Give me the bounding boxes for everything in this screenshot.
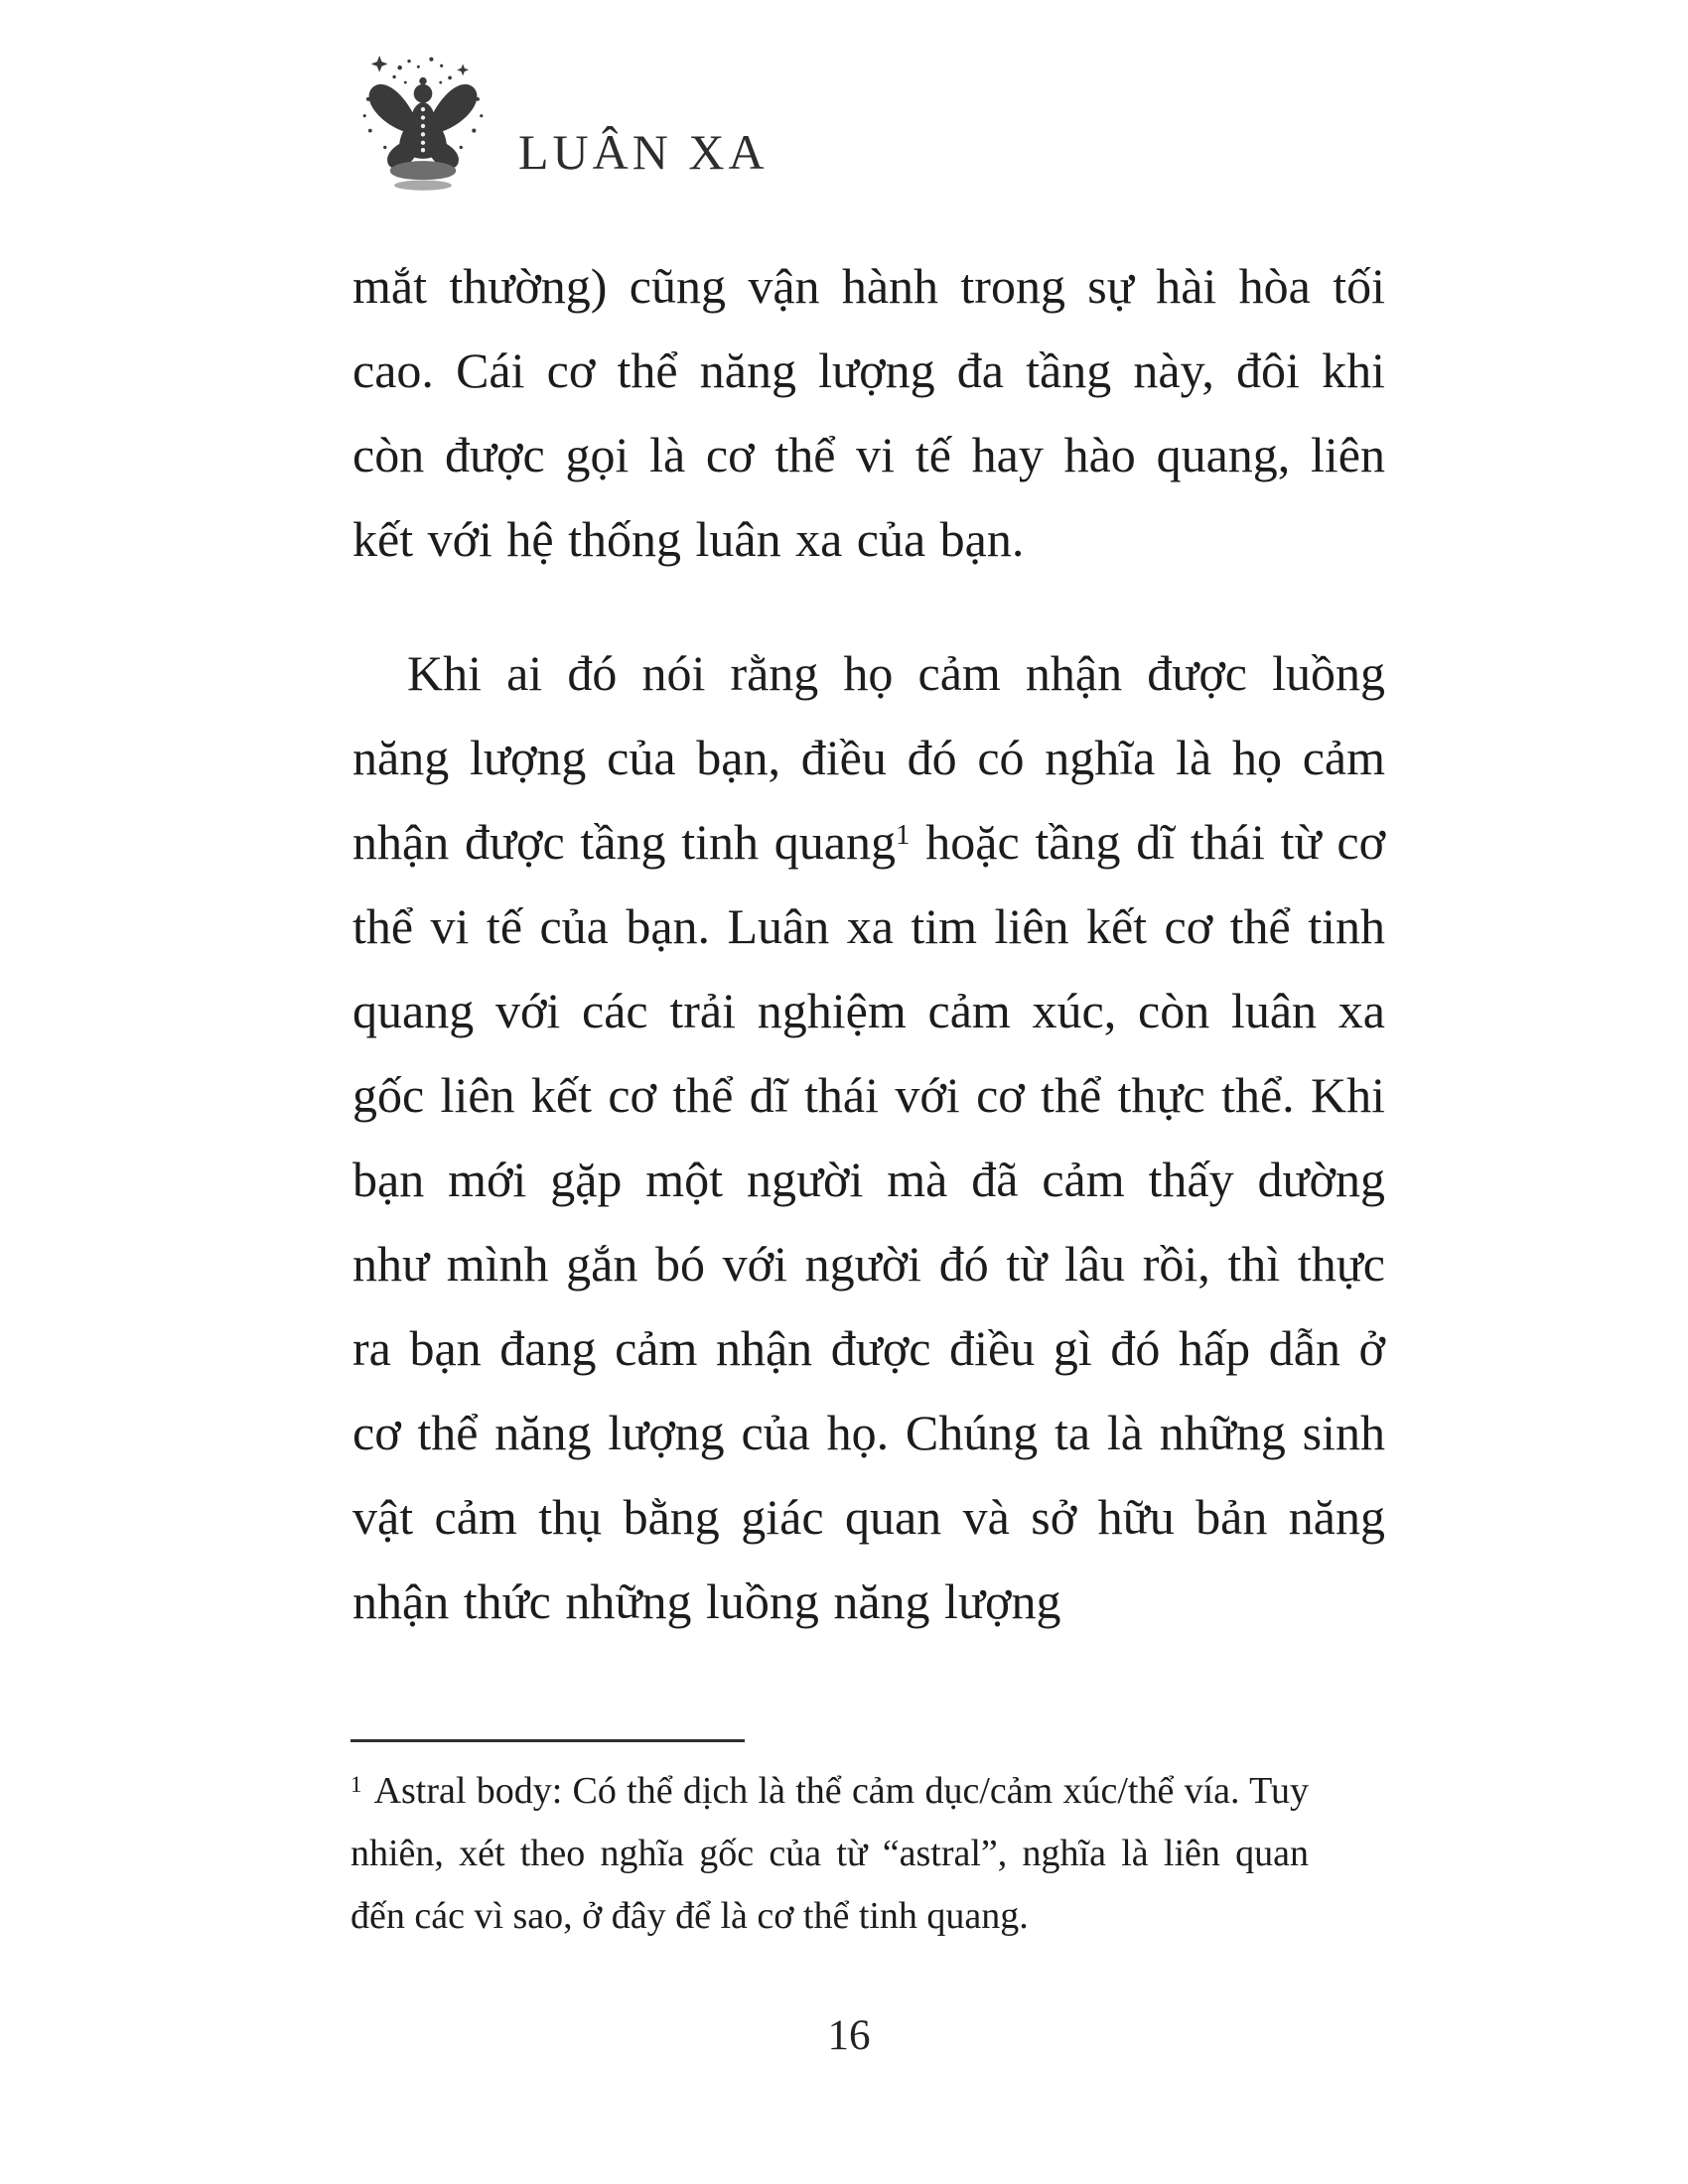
butterfly-meditation-logo-icon: [353, 50, 492, 201]
footnote-separator-rule: [351, 1739, 745, 1742]
paragraph-text: hoặc tầng dĩ thái từ cơ thể vi tế của bạn. Luân xa tim liên kết cơ thể tinh quang với các trải nghiệm cảm xúc, còn luân xa gốc liên kết cơ thể dĩ thái với cơ thể thực thể. Khi bạn mới gặp một người mà đã cảm thấy dường như mình gắn bó với người đó từ lâu rồi, thì thực ra bạn đang cảm nhận được điều gì đó hấp dẫn ở cơ thể năng lượng của họ. Chúng ta là những sinh vật cảm thụ bằng giác quan và sở hữu bản năng nhận thức những luồng năng lượng: [352, 814, 1386, 1629]
paragraph: [352, 631, 1385, 1644]
paragraph-text: mắt thường) cũng vận hành trong sự hài hòa tối cao. Cái cơ thể năng lượng đa tầng này, đôi khi còn được gọi là cơ thể vi tế hay hào quang, liên kết với hệ thống luân xa của bạn.: [352, 258, 1385, 567]
page-number: 16: [827, 2012, 871, 2059]
paragraph-text: Khi ai đó nói rằng họ cảm nhận được luồng năng lượng của bạn, điều đó có nghĩa là họ cảm nhận được tầng tinh quang: [352, 645, 1385, 870]
footnote-body: Astral body: Có thể dịch là thể cảm dục/cảm xúc/thể vía. Tuy nhiên, xét theo nghĩa gốc của từ “astral”, nghĩa là liên quan đến các vì sao, ở đây để là cơ thể tinh quang.: [351, 1770, 1309, 1937]
footnote-text: [351, 1760, 1309, 1948]
page-header: [353, 50, 769, 201]
body-text-block: [352, 244, 1385, 1644]
footnote-reference: 1: [896, 818, 911, 851]
book-title: LUÂN XA: [518, 124, 769, 180]
footnote-section: [351, 1739, 1309, 1948]
paragraph-continuation: [352, 244, 1385, 582]
footnote-marker: 1: [351, 1771, 362, 1797]
